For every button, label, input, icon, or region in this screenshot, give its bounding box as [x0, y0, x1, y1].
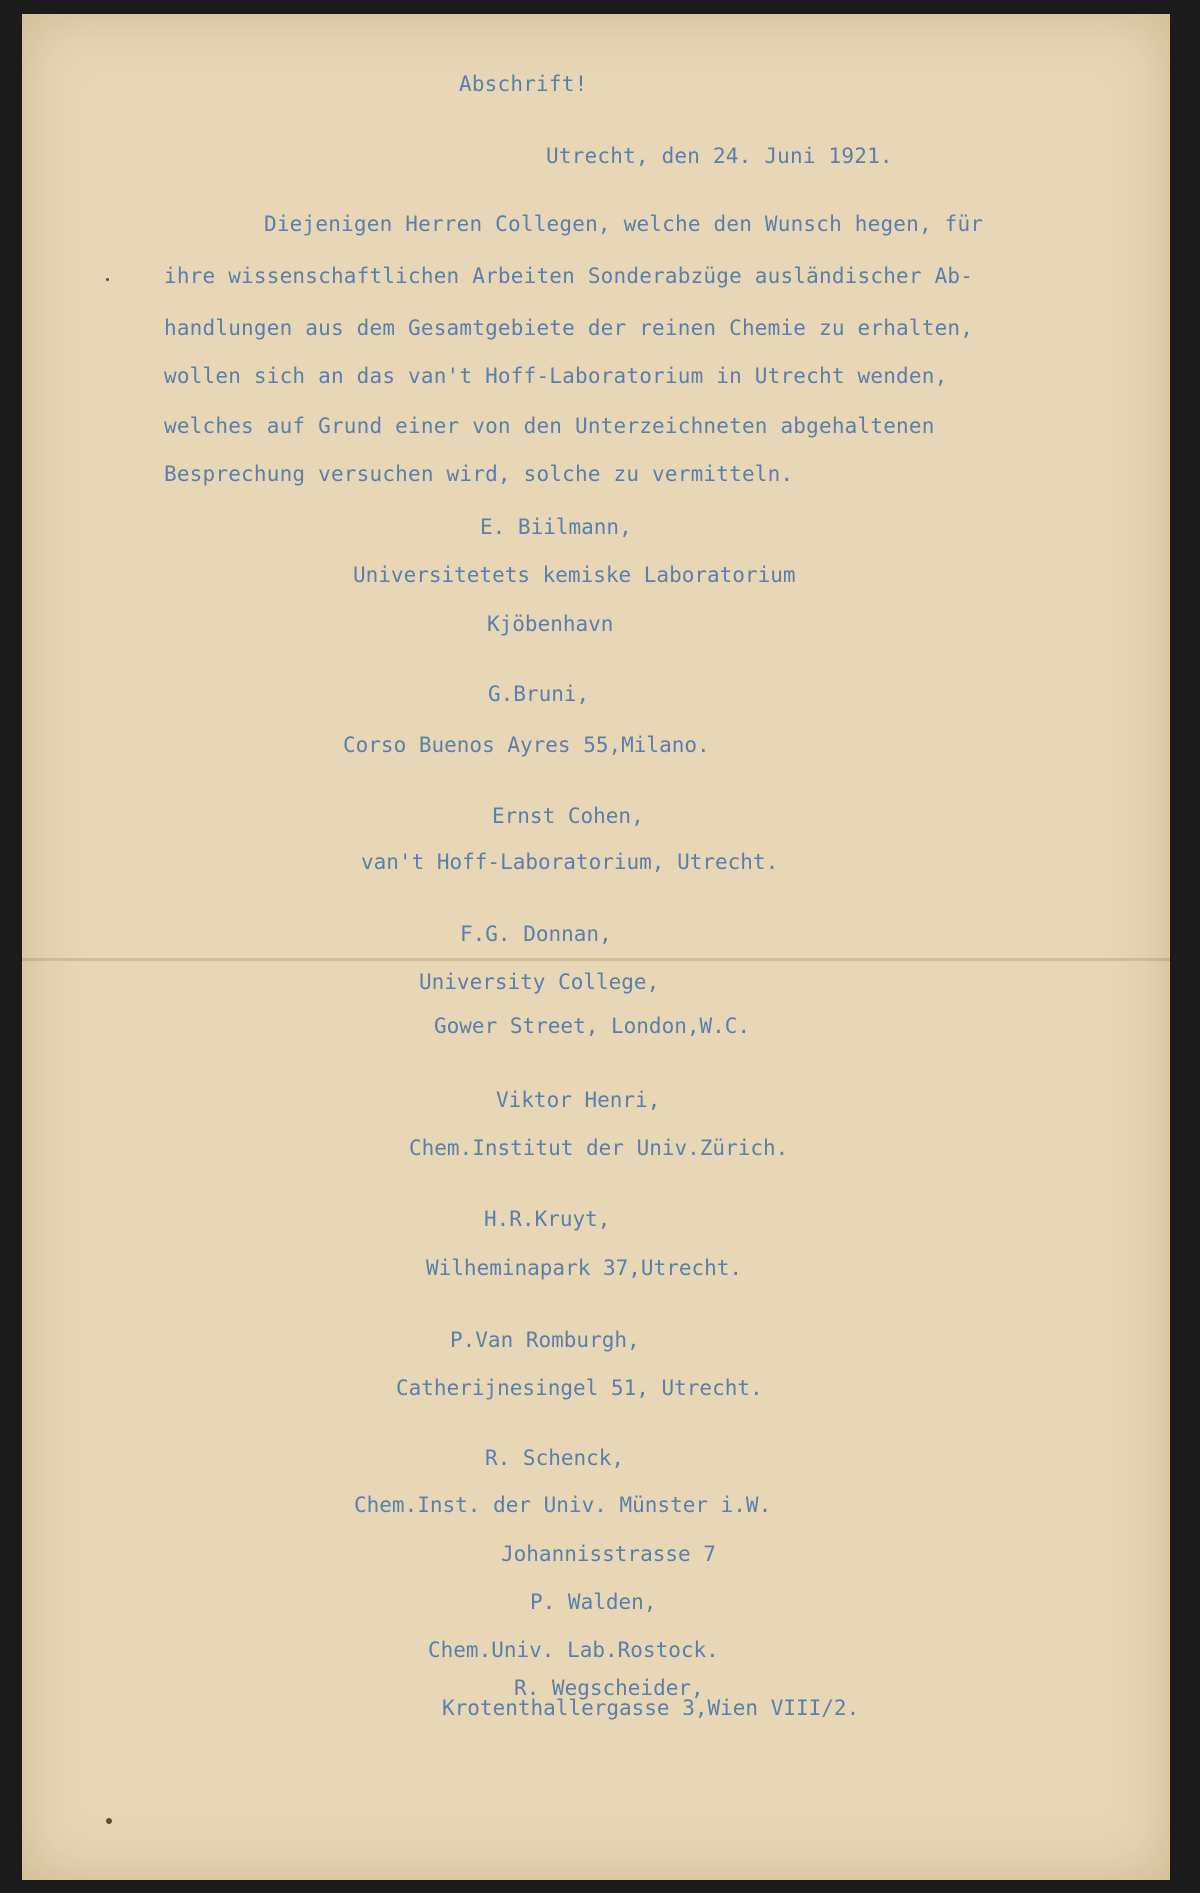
- signatory-address: Chem.Inst. der Univ. Münster i.W.: [354, 1493, 772, 1517]
- signatory-address: Johannisstrasse 7: [501, 1542, 716, 1566]
- paragraph-line: Diejenigen Herren Collegen, welche den Wunsch hegen, für: [264, 212, 984, 236]
- heading: Abschrift!: [459, 72, 588, 96]
- paragraph-line: welches auf Grund einer von den Unterzeichneten abgehaltenen: [164, 414, 935, 438]
- signatory-address: Chem.Institut der Univ.Zürich.: [409, 1136, 789, 1160]
- signatory-address: University College,: [419, 970, 660, 994]
- signatory-address: van't Hoff-Laboratorium, Utrecht.: [361, 850, 779, 874]
- signatory-address: Catherijnesingel 51, Utrecht.: [396, 1376, 763, 1400]
- signatory-name: P.Van Romburgh,: [450, 1328, 640, 1352]
- signatory-address: Wilheminapark 37,Utrecht.: [426, 1256, 743, 1280]
- paragraph-line: Besprechung versuchen wird, solche zu vermitteln.: [164, 462, 794, 486]
- paper-fold: [22, 958, 1170, 961]
- signatory-name: H.R.Kruyt,: [484, 1207, 611, 1231]
- ink-blot: [106, 1818, 112, 1824]
- signatory-address: Corso Buenos Ayres 55,Milano.: [343, 733, 710, 757]
- signatory-name: G.Bruni,: [488, 682, 590, 706]
- date-line: Utrecht, den 24. Juni 1921.: [546, 144, 893, 168]
- paper-mark: [106, 278, 109, 281]
- signatory-name: R. Wegscheider,: [514, 1676, 704, 1700]
- signatory-name: E. Biilmann,: [480, 515, 632, 539]
- signatory-address: Gower Street, London,W.C.: [434, 1014, 751, 1038]
- signatory-name: R. Schenck,: [485, 1446, 625, 1470]
- signatory-name: Ernst Cohen,: [492, 804, 644, 828]
- signatory-name: P. Walden,: [530, 1590, 657, 1614]
- paragraph-line: ihre wissenschaftlichen Arbeiten Sonderabzüge ausländischer Ab-: [164, 264, 974, 288]
- signatory-address: Chem.Univ. Lab.Rostock.: [428, 1638, 719, 1662]
- signatory-address: Krotenthallergasse 3,Wien VIII/2.: [442, 1696, 860, 1720]
- signatory-name: Viktor Henri,: [496, 1088, 661, 1112]
- signatory-address: Kjöbenhavn: [487, 612, 614, 636]
- paragraph-line: wollen sich an das van't Hoff-Laboratorium in Utrecht wenden,: [164, 364, 948, 388]
- signatory-name: F.G. Donnan,: [460, 922, 612, 946]
- paragraph-line: handlungen aus dem Gesamtgebiete der reinen Chemie zu erhalten,: [164, 316, 974, 340]
- signatory-address: Universitetets kemiske Laboratorium: [353, 563, 796, 587]
